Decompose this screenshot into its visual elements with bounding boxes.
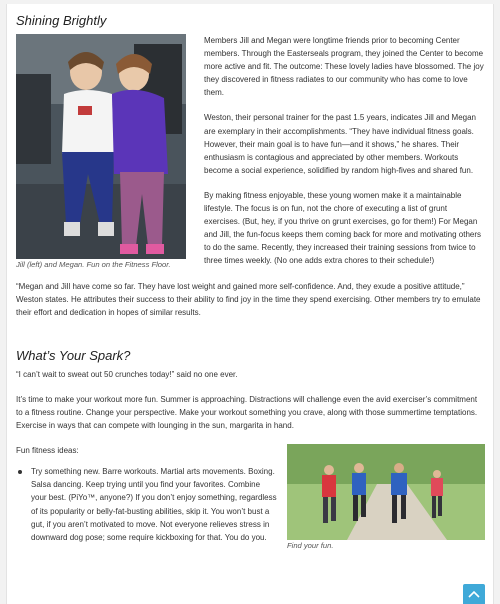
paragraph-crunches-quote: “I can’t wait to sweat out 50 crunches today!” said no one ever. [16,369,238,379]
photo-caption: Jill (left) and Megan. Fun on the Fitness Floor. [16,260,171,269]
scroll-to-top-button[interactable] [463,584,485,604]
article-page [6,4,494,604]
figure-jill-megan [16,34,192,270]
chevron-up-icon [468,590,480,598]
paragraph-intro: Members Jill and Megan were longtime friends prior to becoming Center members. Through the Easterseals program, they joined the Center to become more active and fit. The outcome: These lovely ladies have blossomed. The joy they discovered in fitness radiates to our community who has come to love them. [204,36,484,98]
paragraph-make-workout-fun: It’s time to make your workout more fun. Summer is approaching. Distractions will challenge even the avid exerciser’s commitment to a fitness routine. Change your perspective. Make your workout something you crave, along with those summertime temptations. Exercise in ways that can compete with lounging in the sun, margarita in hand. [16,394,478,431]
paragraph-weston: Weston, their personal trainer for the past 1.5 years, indicates Jill and Megan are exemplary in their accomplishments. “They have individual fitness goals. However, their main goal is to have fun—and it shows,” he shares. Their enthusiasm is contagious and appreciated by other members. Workouts become a social experience, solidified by random high-fives and shared fun. [204,113,476,175]
paragraph-enjoyable: By making fitness enjoyable, these young women make it a maintainable lifestyle. The focus is on fun, not the chore of executing a list of grunt exercises. (But, hey, if you thrive on grunt exercises, go for them!) For Megan and Jill, the fun-focus keeps them coming back for more and motivating others to do the same. Recently, they increased their training sessions from twice to three times weekly. (No one adds extra chores to their schedule!) [204,190,482,266]
fun-fitness-ideas-label: Fun fitness ideas: [16,446,79,456]
section-heading-shining-brightly: Shining Brightly [16,13,107,28]
list-item: Try something new. Barre workouts. Martial arts movements. Boxing. Salsa dancing. Keep trying until you find your favorites. Combine your best. (PiYo™, anyone?) If you don’t enjoy something, regardless of its popularity or belly-fat-busting abilities, skip it. You won’t bust a gut, if you aren’t motivated to move. Not everyone relieves stress in downward dog pose; some require kickboxing for that. You do you. [16,465,485,544]
section-whats-your-spark [16,368,485,551]
section-shining-brightly [16,34,485,331]
photo-jill-and-megan [16,34,186,259]
fun-fitness-ideas-list [16,465,485,544]
paragraph-come-so-far: “Megan and Jill have come so far. They have lost weight and gained more self-confidence. And, they exude a positive attitude,” Weston states. He attributes their success to their ability to find joy in the time they spend exercising. Other members try to emulate their effort and dedication in hopes of similar results. [16,281,481,317]
section-heading-whats-your-spark: What’s Your Spark? [16,347,131,363]
runners-caption: Find your fun. [287,541,334,551]
